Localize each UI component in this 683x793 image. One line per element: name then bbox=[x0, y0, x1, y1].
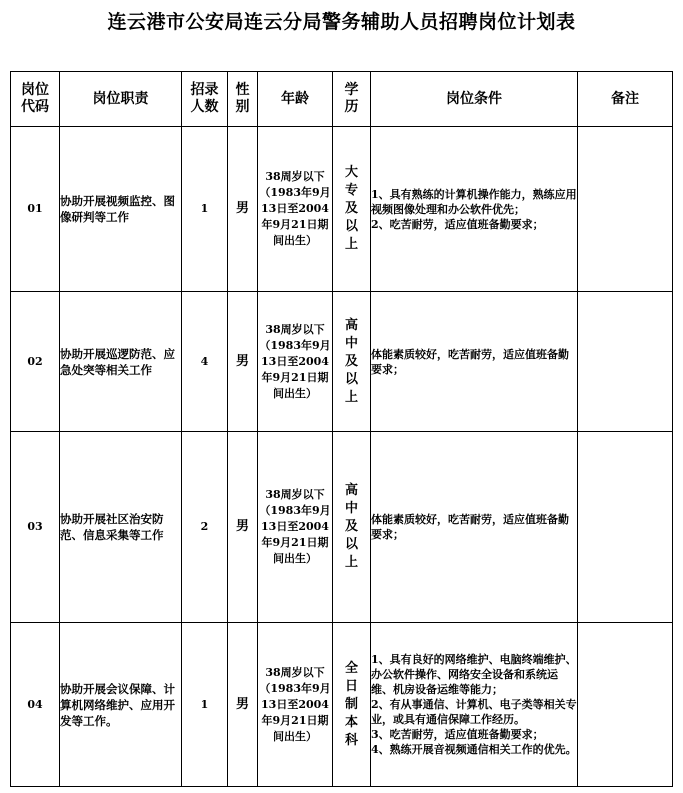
post-duty-cell: 协助开展社区治安防范、信息采集等工作 bbox=[60, 432, 182, 623]
post-code-cell: 03 bbox=[11, 432, 60, 623]
hire-count-cell: 1 bbox=[182, 623, 228, 787]
header-post-duty: 岗位职责 bbox=[60, 72, 182, 127]
post-code-cell: 01 bbox=[11, 127, 60, 292]
hire-count-cell: 2 bbox=[182, 432, 228, 623]
post-code-cell: 02 bbox=[11, 292, 60, 432]
condition-item: 3、吃苦耐劳，适应值班备勤要求； bbox=[371, 728, 544, 741]
education-cell: 高中及以上 bbox=[333, 432, 371, 623]
gender-cell: 男 bbox=[228, 432, 258, 623]
document-title: 连云港市公安局连云分局警务辅助人员招聘岗位计划表 bbox=[107, 11, 576, 33]
header-gender: 性 别 bbox=[228, 72, 258, 127]
post-conditions-cell bbox=[371, 623, 578, 787]
gender-cell: 男 bbox=[228, 127, 258, 292]
education-cell: 全日制本科 bbox=[333, 623, 371, 787]
condition-item: 体能素质较好，吃苦耐劳，适应值班备勤要求； bbox=[371, 513, 569, 541]
notes-cell bbox=[578, 623, 673, 787]
table-row bbox=[11, 432, 673, 623]
age-cell: 38周岁以下（1983年9月13日至2004年9月21日期间出生） bbox=[258, 127, 333, 292]
age-cell: 38周岁以下（1983年9月13日至2004年9月21日期间出生） bbox=[258, 292, 333, 432]
header-hire-count: 招录 人数 bbox=[182, 72, 228, 127]
notes-cell bbox=[578, 432, 673, 623]
education-cell: 大专及以上 bbox=[333, 127, 371, 292]
age-cell: 38周岁以下（1983年9月13日至2004年9月21日期间出生） bbox=[258, 623, 333, 787]
header-education: 学 历 bbox=[333, 72, 371, 127]
post-duty-cell: 协助开展巡逻防范、应急处突等相关工作 bbox=[60, 292, 182, 432]
recruitment-plan-table bbox=[10, 71, 673, 787]
condition-item: 2、有从事通信、计算机、电子类等相关专业，或具有通信保障工作经历。 bbox=[371, 698, 577, 726]
gender-cell: 男 bbox=[228, 292, 258, 432]
post-conditions-cell bbox=[371, 292, 578, 432]
header-post-code: 岗位 代码 bbox=[11, 72, 60, 127]
education-cell: 高中及以上 bbox=[333, 292, 371, 432]
post-duty-cell: 协助开展视频监控、图像研判等工作 bbox=[60, 127, 182, 292]
table-row bbox=[11, 127, 673, 292]
header-post-conditions: 岗位条件 bbox=[371, 72, 578, 127]
condition-item: 体能素质较好，吃苦耐劳，适应值班备勤要求； bbox=[371, 347, 569, 376]
condition-item: 4、熟练开展音视频通信相关工作的优先。 bbox=[371, 743, 577, 756]
condition-item: 1、具有熟练的计算机操作能力，熟练应用视频图像处理和办公软件优先； bbox=[371, 187, 577, 216]
notes-cell bbox=[578, 127, 673, 292]
post-conditions-cell bbox=[371, 127, 578, 292]
table-row bbox=[11, 292, 673, 432]
table-row bbox=[11, 623, 673, 787]
age-cell: 38周岁以下（1983年9月13日至2004年9月21日期间出生） bbox=[258, 432, 333, 623]
post-duty-cell: 协助开展会议保障、计算机网络维护、应用开发等工作。 bbox=[60, 623, 182, 787]
post-conditions-cell bbox=[371, 432, 578, 623]
hire-count-cell: 1 bbox=[182, 127, 228, 292]
table-header-row bbox=[11, 72, 673, 127]
hire-count-cell: 4 bbox=[182, 292, 228, 432]
notes-cell bbox=[578, 292, 673, 432]
condition-item: 1、具有良好的网络维护、电脑终端维护、办公软件操作、网络安全设备和系统运维、机房设备运维等能力； bbox=[371, 653, 577, 696]
gender-cell: 男 bbox=[228, 623, 258, 787]
header-age: 年龄 bbox=[258, 72, 333, 127]
header-notes: 备注 bbox=[578, 72, 673, 127]
condition-item: 2、吃苦耐劳，适应值班备勤要求； bbox=[371, 217, 544, 231]
post-code-cell: 04 bbox=[11, 623, 60, 787]
